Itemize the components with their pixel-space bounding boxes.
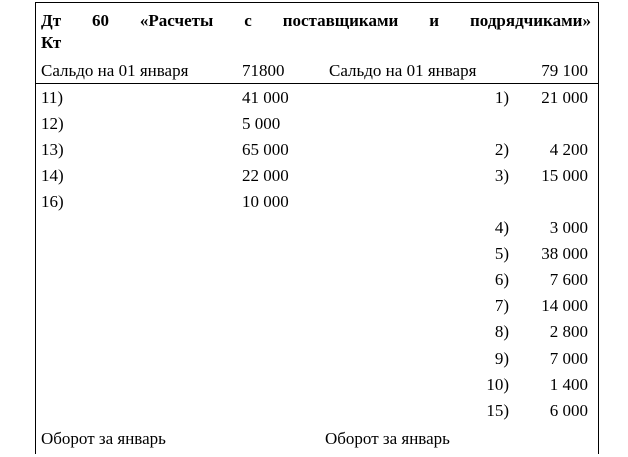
credit-entry-index: 2) (494, 140, 509, 159)
credit-turnover-label: Оборот за январь (325, 429, 450, 448)
credit-entry-index: 5) (494, 244, 509, 263)
title-word-1: «Расчеты (139, 11, 214, 30)
credit-entry-amount: 2 800 (549, 322, 588, 341)
credit-entry-index: 7) (494, 296, 509, 315)
title-word-2: с (244, 11, 252, 30)
credit-entry-amount: 15 000 (541, 166, 588, 185)
credit-entry-index: 1) (494, 88, 509, 107)
debit-entry-index: 16) (41, 192, 64, 211)
credit-entry-amount: 6 000 (549, 401, 588, 420)
debit-entry-amount: 10 000 (242, 192, 289, 211)
title-word-account-number: 60 (91, 11, 109, 30)
credit-entry-amount: 7 600 (549, 270, 588, 289)
debit-entry-index: 14) (41, 166, 64, 185)
debit-opening-balance-label: Сальдо на 01 января (41, 61, 189, 80)
credit-entry-index: 15) (486, 401, 509, 420)
credit-opening-balance-label: Сальдо на 01 января (329, 61, 477, 80)
credit-entry-amount: 38 000 (541, 244, 588, 263)
debit-entry-amount: 5 000 (242, 114, 281, 133)
credit-entry-amount: 4 200 (549, 140, 588, 159)
debit-turnover-label: Оборот за январь (41, 429, 166, 448)
top-border (36, 2, 598, 3)
title-word-4: и (429, 11, 440, 30)
account-title (41, 11, 591, 31)
debit-entry-index: 11) (41, 88, 64, 107)
debit-entry-index: 13) (41, 140, 64, 159)
credit-opening-balance-value: 79 100 (541, 61, 588, 80)
debit-entry-amount: 41 000 (242, 88, 289, 107)
balance-divider (36, 83, 598, 84)
credit-entry-index: 10) (486, 375, 509, 394)
credit-entry-index: 4) (494, 218, 509, 237)
credit-entry-index: 3) (494, 166, 509, 185)
credit-entry-amount: 21 000 (541, 88, 588, 107)
title-word-3: поставщиками (282, 11, 399, 30)
debit-entry-amount: 22 000 (242, 166, 289, 185)
credit-entry-amount: 14 000 (541, 296, 588, 315)
title-word-dt: Дт (41, 11, 62, 30)
debit-entry-index: 12) (41, 114, 64, 133)
title-word-5: подрядчиками» (470, 11, 591, 30)
t-account-frame (35, 2, 599, 454)
credit-entry-amount: 7 000 (549, 349, 588, 368)
credit-entry-amount: 1 400 (549, 375, 588, 394)
debit-entry-amount: 65 000 (242, 140, 289, 159)
credit-side-label: Кт (41, 33, 62, 52)
credit-entry-amount: 3 000 (549, 218, 588, 237)
credit-entry-index: 6) (494, 270, 509, 289)
debit-opening-balance-value: 71800 (242, 61, 285, 80)
credit-entry-index: 8) (494, 322, 509, 341)
credit-entry-index: 9) (494, 349, 509, 368)
